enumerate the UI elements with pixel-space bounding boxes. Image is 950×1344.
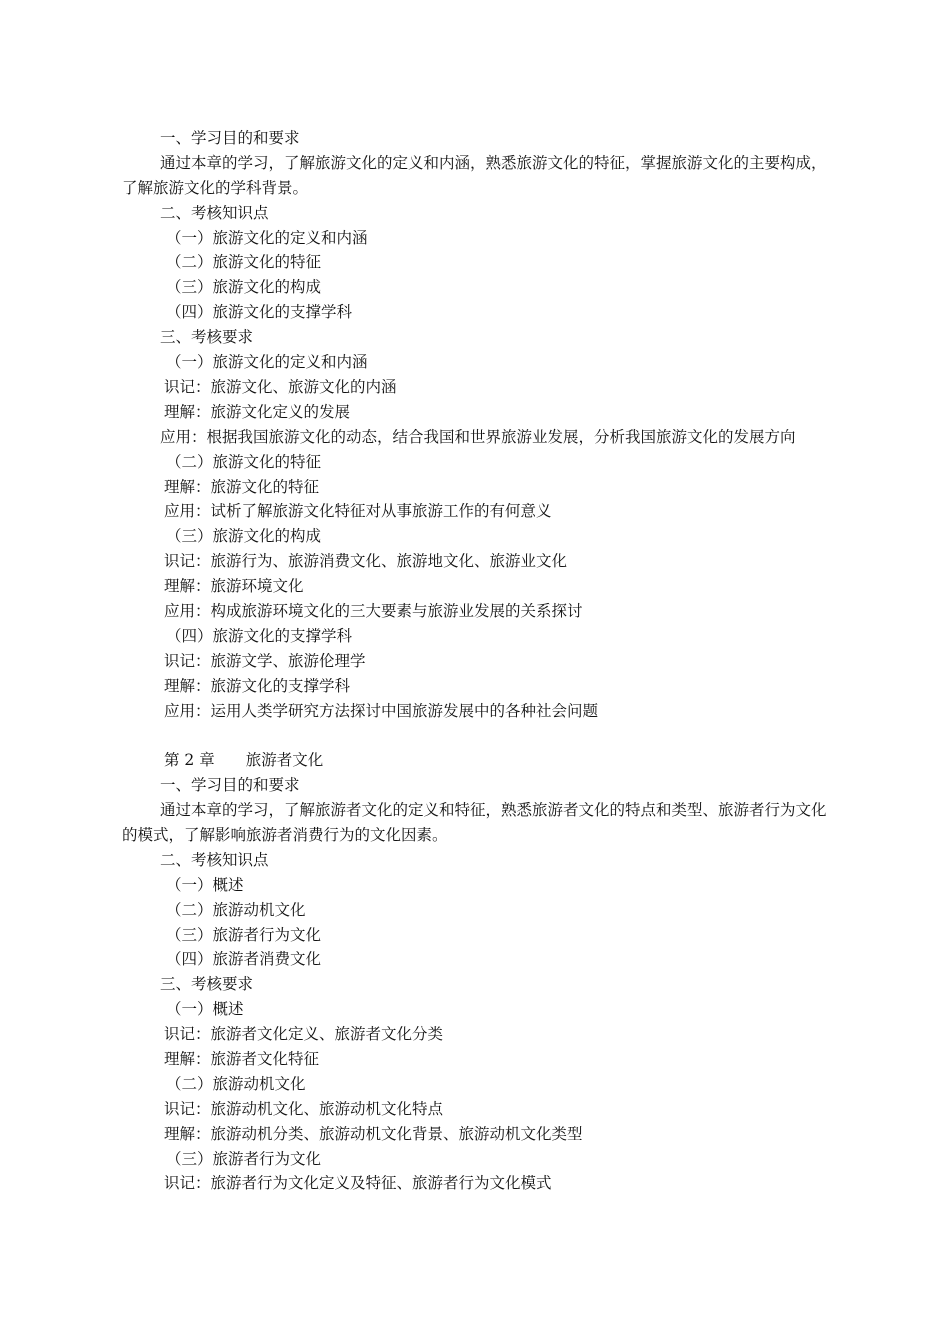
knowledge-point: （二）旅游文化的特征 [166, 253, 322, 272]
requirement-line: 识记：旅游文学、旅游伦理学 [164, 651, 366, 670]
knowledge-point: （三）旅游文化的构成 [166, 278, 322, 297]
requirement-line: 识记：旅游文化、旅游文化的内涵 [164, 377, 397, 396]
requirement-line: 识记：旅游者行为文化定义及特征、旅游者行为文化模式 [164, 1174, 552, 1193]
requirement-line: 识记：旅游行为、旅游消费文化、旅游地文化、旅游业文化 [164, 552, 568, 571]
knowledge-point: （四）旅游者消费文化 [166, 950, 322, 969]
requirement-line: （一）概述 [166, 1000, 244, 1019]
requirement-line: （一）旅游文化的定义和内涵 [166, 353, 368, 372]
requirement-line: （二）旅游动机文化 [166, 1074, 306, 1093]
points-heading: 二、考核知识点 [160, 850, 269, 869]
chapter-title: 第 2 章 旅游者文化 [164, 751, 324, 770]
requirement-line: 理解：旅游文化的支撑学科 [164, 676, 351, 695]
goal-paragraph: 通过本章的学习，了解旅游者文化的定义和特征，熟悉旅游者文化的特点和类型、旅游者行为文化的模式，了解影响旅游者消费行为的文化因素。 [122, 801, 827, 844]
requirements-heading: 三、考核要求 [160, 328, 254, 347]
requirement-line: 理解：旅游动机分类、旅游动机文化背景、旅游动机文化类型 [164, 1124, 583, 1143]
requirement-line: 理解：旅游文化的特征 [164, 477, 320, 496]
requirement-line: 识记：旅游动机文化、旅游动机文化特点 [164, 1099, 444, 1118]
goal-heading: 一、学习目的和要求 [160, 129, 300, 147]
requirement-paragraph: 应用：根据我国旅游文化的动态，结合我国和世界旅游业发展，分析我国旅游文化的发展方向 [160, 427, 796, 446]
requirement-line: 应用：运用人类学研究方法探讨中国旅游发展中的各种社会问题 [164, 701, 599, 720]
requirement-line: （三）旅游文化的构成 [166, 527, 322, 546]
requirement-line: 理解：旅游环境文化 [164, 577, 304, 596]
points-heading: 二、考核知识点 [160, 203, 269, 222]
requirement-line: 理解：旅游者文化特征 [164, 1050, 320, 1069]
requirement-line: （三）旅游者行为文化 [166, 1149, 322, 1168]
requirement-line: 理解：旅游文化定义的发展 [164, 402, 351, 421]
requirement-line: （四）旅游文化的支撑学科 [166, 626, 353, 645]
requirement-line: 应用：试析了解旅游文化特征对从事旅游工作的有何意义 [164, 502, 552, 521]
requirements-heading: 三、考核要求 [160, 975, 254, 994]
goal-paragraph: 通过本章的学习，了解旅游文化的定义和内涵，熟悉旅游文化的特征，掌握旅游文化的主要构成，了解旅游文化的学科背景。 [122, 153, 827, 197]
requirement-line: 应用：构成旅游环境文化的三大要素与旅游业发展的关系探讨 [164, 601, 583, 620]
requirement-line: 识记：旅游者文化定义、旅游者文化分类 [164, 1025, 444, 1044]
knowledge-point: （二）旅游动机文化 [166, 900, 306, 919]
goal-heading: 一、学习目的和要求 [160, 776, 300, 795]
knowledge-point: （一）旅游文化的定义和内涵 [166, 228, 368, 247]
knowledge-point: （三）旅游者行为文化 [166, 925, 322, 944]
document-body [122, 126, 832, 1196]
knowledge-point: （一）概述 [166, 875, 244, 894]
knowledge-point: （四）旅游文化的支撑学科 [166, 303, 353, 322]
section-spacer [122, 723, 832, 748]
requirement-line: （二）旅游文化的特征 [166, 452, 322, 471]
